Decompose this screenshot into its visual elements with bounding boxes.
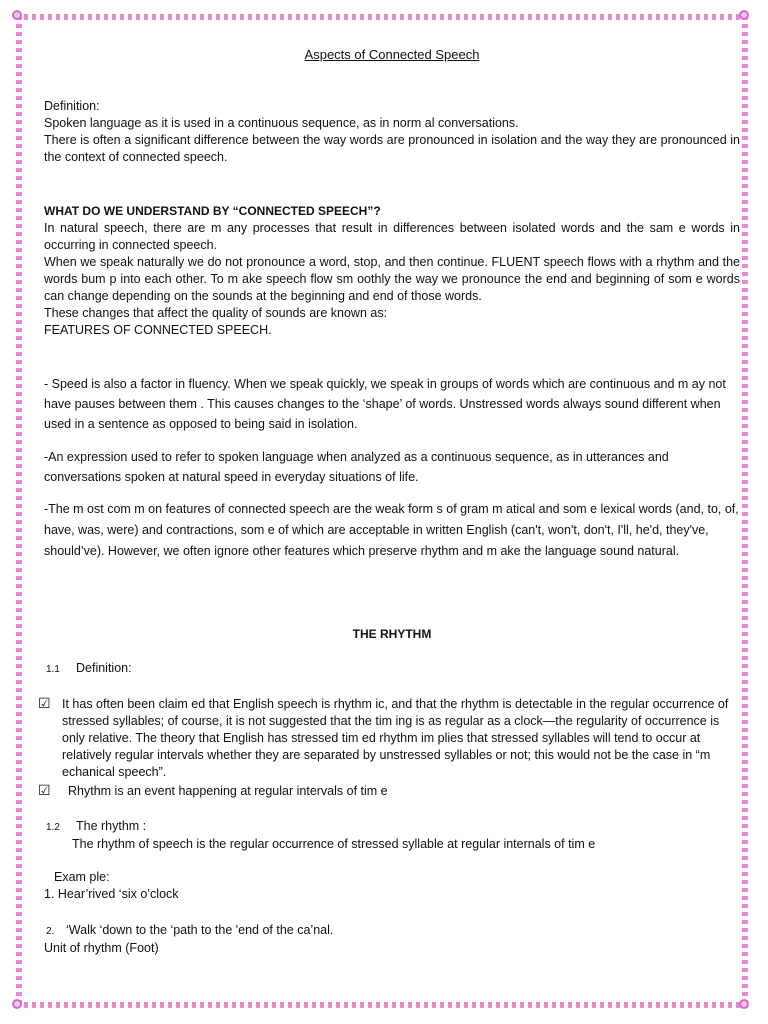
paragraph: These changes that affect the quality of sounds are known as: xyxy=(44,306,388,320)
example-1: 1. Hear’rived ‘six o’clock xyxy=(44,887,179,901)
corner-flower-icon xyxy=(739,999,749,1009)
common-features-paragraph: -The m ost com m on features of connected speech are the weak form s of gram m atical and som e lexical words (and, to, of, have, was, were) and contractions, som e of which are acceptable in written English (can't, won't, don't, I'll, he'd, they've, should’ve). However, we often ignore other features which preserve rhythm and m ake the language sound natural. xyxy=(44,502,739,558)
expression-paragraph: -An expression used to refer to spoken language when analyzed as a continuous sequence, as in utterances and conversations spoken at natural speed in everyday situations of life. xyxy=(44,450,669,484)
subsection-label: The rhythm : xyxy=(76,819,147,833)
definition-label: Definition: xyxy=(44,99,100,113)
bullet-text: It has often been claim ed that English speech is rhythm ic, and that the rhythm is detectable in the regular occurrence of stressed syllables; of course, it is not suggested that the tim ing is as regular as a clock—the regularity of occurrence is only relative. The theory that English has stressed tim ed rhythm im plies that stressed syllables will tend to occur at relatively regular intervals whether they are separated by unstressed syllables or not; this would not be the case in “m echanical speech”. xyxy=(62,697,729,779)
example-label: Exam ple: xyxy=(54,870,110,884)
subsection-label: Definition: xyxy=(76,661,132,675)
section-number: 1.2 xyxy=(46,822,60,833)
definition-section xyxy=(44,98,740,166)
speed-paragraph: - Speed is also a factor in fluency. When we speak quickly, we speak in groups of words which are continuous and m ay not have pauses between them . This causes changes to the ‘shape’ of words. Unstressed words always sound different when used in a sentence as opposed to being said in isolation. xyxy=(44,377,726,431)
checkbox-checked-icon: ☑ xyxy=(38,783,51,799)
section-heading: WHAT DO WE UNDERSTAND BY “CONNECTED SPEECH”? xyxy=(44,204,381,218)
corner-flower-icon xyxy=(12,999,22,1009)
page-border-right xyxy=(742,16,748,1008)
example-block-2 xyxy=(44,922,740,957)
definition-line-1: Spoken language as it is used in a continuous sequence, as in norm al conversations. xyxy=(44,116,519,130)
corner-flower-icon xyxy=(12,10,22,20)
page-border-left xyxy=(16,16,22,1008)
example-block xyxy=(44,869,740,903)
connected-speech-section xyxy=(44,203,740,339)
paragraph: When we speak naturally we do not pronounce a word, stop, and then continue. FLUENT speech flows with a rhythm and the words bum p into each other. To m ake speech flow sm oothly the way we pronounce the end and beginning of som e words can change depending on the sounds at the beginning and end of those words. xyxy=(44,255,740,303)
bullet-item xyxy=(38,783,742,800)
paragraph: In natural speech, there are m any processes that result in differences between isolated words and the sam e words in occurring in connected speech. xyxy=(44,221,740,252)
page-border-top xyxy=(16,14,752,20)
rhythm-heading: THE RHYTHM xyxy=(352,627,432,641)
example-2: ‘Walk ‘down to the ‘path to the 'end of the ca’nal. xyxy=(66,923,334,937)
example-number: 2. xyxy=(46,926,55,937)
rhythm-unit: Unit of rhythm (Foot) xyxy=(44,941,159,955)
bullet-text: Rhythm is an event happening at regular intervals of tim e xyxy=(68,784,388,798)
page-title: Aspects of Connected Speech xyxy=(304,47,480,62)
subsection-text: The rhythm of speech is the regular occurrence of stressed syllable at regular internals of tim e xyxy=(72,837,596,851)
subsection-1-2 xyxy=(46,818,742,853)
checkbox-checked-icon: ☑ xyxy=(38,696,51,712)
page-border-bottom xyxy=(16,1002,752,1008)
corner-flower-icon xyxy=(739,10,749,20)
paragraph: FEATURES OF CONNECTED SPEECH. xyxy=(44,323,272,337)
definition-line-2: There is often a significant difference between the way words are pronounced in isolation and the way they are pronounced in the context of connected speech. xyxy=(44,133,740,164)
section-number: 1.1 xyxy=(46,664,60,675)
subsection-1-1 xyxy=(46,661,742,675)
bullet-item xyxy=(38,696,742,781)
